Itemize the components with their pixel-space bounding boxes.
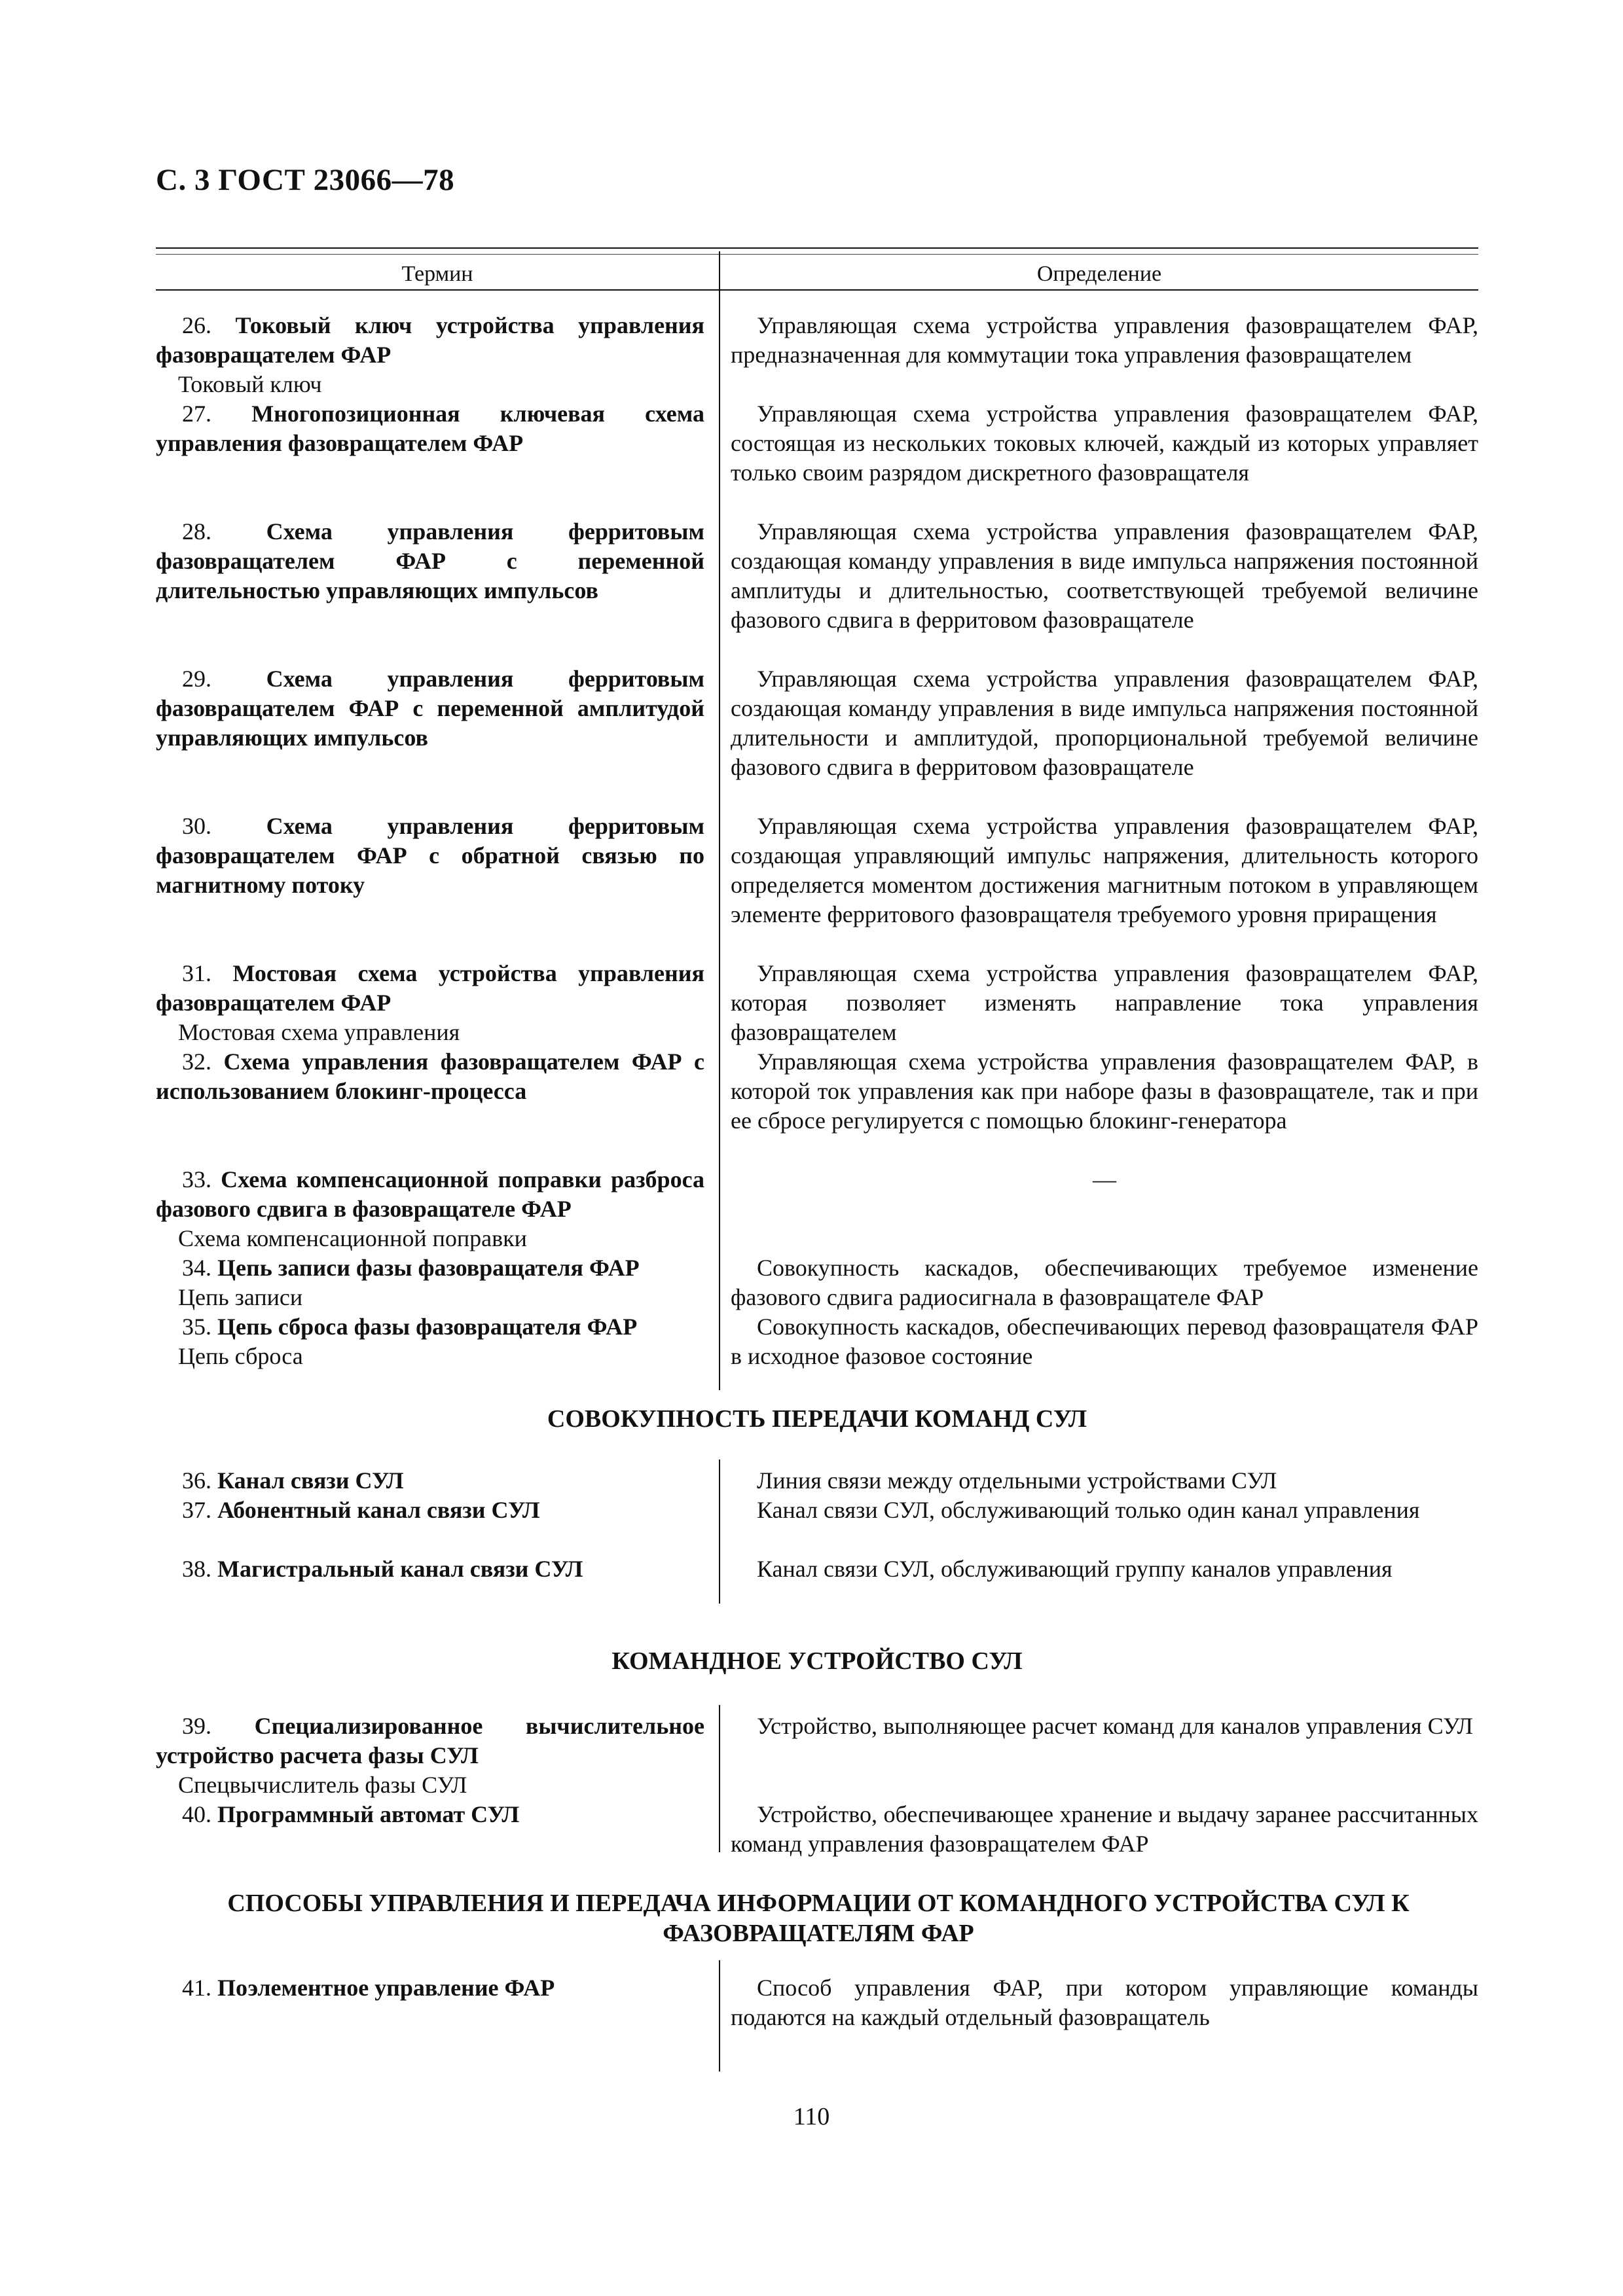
section-heading: КОМАНДНОЕ УСТРОЙСТВО СУЛ	[611, 1647, 1023, 1675]
table-header	[156, 247, 1478, 291]
term-entry-35: 35. Цепь сброса фазы фазовращателя ФАР Цепь сброса	[178, 1314, 638, 1369]
definition-28: Управляющая схема устройства управления фазовращателем ФАР, создающая команду управления в виде импульса напряжения постоянной амплитуды и длительностью, соответствующей требуемой величине фазового сдвига в ферритовом фазовращателе	[731, 518, 1478, 633]
page-number: 110	[793, 2103, 830, 2130]
term-entry-29: 29. Схема управления ферритовым фазовращателем ФАР с переменной амплитудой управляющих импульсов	[156, 666, 705, 751]
term-entry-31: 31. Мостовая схема устройства управления фазовращателем ФАР Мостовая схема управления	[156, 960, 704, 1045]
column-divider	[719, 1960, 720, 2072]
column-divider	[719, 251, 720, 1390]
term-entry-30: 30. Схема управления ферритовым фазовращателем ФАР с обратной связью по магнитному потоку	[156, 813, 705, 898]
definition-29: Управляющая схема устройства управления фазовращателем ФАР, создающая команду управления в виде импульса напряжения постоянной длительности и амплитудой, пропорциональной требуемой величине фазового сдвига в ферритовом фазовращателе	[731, 666, 1478, 780]
term-entry-40: 40. Программный автомат СУЛ	[182, 1801, 520, 1827]
term-entry-41: 41. Поэлементное управление ФАР	[182, 1975, 555, 2001]
term-entry-26: 26. Токовый ключ устройства управления фазовращателем ФАР Токовый ключ	[156, 312, 705, 397]
definition-36: Линия связи между отдельными устройствами СУЛ	[757, 1467, 1277, 1494]
column-divider	[719, 1705, 720, 1852]
term-entry-33: 33. Схема компенсационной поправки разброса фазового сдвига в фазовращателе ФАР Схема компенсационной поправки	[156, 1166, 704, 1251]
section-heading: СОВОКУПНОСТЬ ПЕРЕДАЧИ КОМАНД СУЛ	[547, 1405, 1087, 1433]
definition-40: Устройство, обеспечивающее хранение и выдачу заранее рассчитанных команд управления фазовращателем ФАР	[731, 1801, 1478, 1857]
definition-30: Управляющая схема устройства управления фазовращателем ФАР, создающая управляющий импульс напряжения, длительность которого определяется моментом достижения магнитным потоком в управляющем элементе ферритового фазовращателя требуемого уровня приращения	[731, 813, 1478, 927]
definition-41: Способ управления ФАР, при котором управляющие команды подаются на каждый отдельный фазовращатель	[731, 1975, 1478, 2030]
definition-38: Канал связи СУЛ, обслуживающий группу каналов управления	[757, 1556, 1393, 1582]
term-entry-28: 28. Схема управления ферритовым фазовращателем ФАР с переменной длительностью управляющих импульсов	[156, 518, 705, 603]
column-divider	[719, 1460, 720, 1604]
definition-33: —	[1093, 1166, 1116, 1193]
term-entry-37: 37. Абонентный канал связи СУЛ	[182, 1497, 540, 1523]
term-entry-34: 34. Цепь записи фазы фазовращателя ФАР Цепь записи	[178, 1255, 640, 1310]
term-entry-36: 36. Канал связи СУЛ	[182, 1467, 404, 1494]
definition-27: Управляющая схема устройства управления фазовращателем ФАР, состоящая из нескольких токовых ключей, каждый из которых управляет только своим разрядом дискретного фазовращателя	[731, 401, 1478, 486]
term-entry-39: 39. Специализированное вычислительное устройство расчета фазы СУЛ Спецвычислитель фазы СУЛ	[156, 1713, 705, 1798]
definition-35: Совокупность каскадов, обеспечивающих перевод фазовращателя ФАР в исходное фазовое состояние	[731, 1314, 1478, 1369]
column-header-definition: Определение	[1036, 262, 1162, 286]
section-heading: СПОСОБЫ УПРАВЛЕНИЯ И ПЕРЕДАЧА ИНФОРМАЦИИ ОТ КОМАНДНОГО УСТРОЙСТВА СУЛ К ФАЗОВРАЩАТЕЛЯМ ФАР	[227, 1890, 1410, 1947]
term-entry-27: 27. Многопозиционная ключевая схема управления фазовращателем ФАР	[156, 401, 704, 456]
definition-34: Совокупность каскадов, обеспечивающих требуемое изменение фазового сдвига радиосигнала в фазовращателе ФАР	[731, 1255, 1478, 1310]
definition-39: Устройство, выполняющее расчет команд для каналов управления СУЛ	[757, 1713, 1473, 1739]
definition-37: Канал связи СУЛ, обслуживающий только один канал управления	[757, 1497, 1420, 1523]
term-entry-32: 32. Схема управления фазовращателем ФАР с использованием блокинг-процесса	[156, 1049, 704, 1104]
term-entry-38: 38. Магистральный канал связи СУЛ	[182, 1556, 583, 1582]
definition-31: Управляющая схема устройства управления фазовращателем ФАР, которая позволяет изменять направление тока управления фазовращателем	[731, 960, 1478, 1045]
page-header: С. 3 ГОСТ 23066—78	[156, 163, 455, 197]
column-header-term: Термин	[401, 262, 473, 286]
definition-26: Управляющая схема устройства управления фазовращателем ФАР, предназначенная для коммутации тока управления фазовращателем	[731, 312, 1478, 368]
definition-32: Управляющая схема устройства управления фазовращателем ФАР, в которой ток управления как при наборе фазы в фазовращателе, так и при ее сбросе регулируется с помощью блокинг-генератора	[731, 1049, 1478, 1134]
